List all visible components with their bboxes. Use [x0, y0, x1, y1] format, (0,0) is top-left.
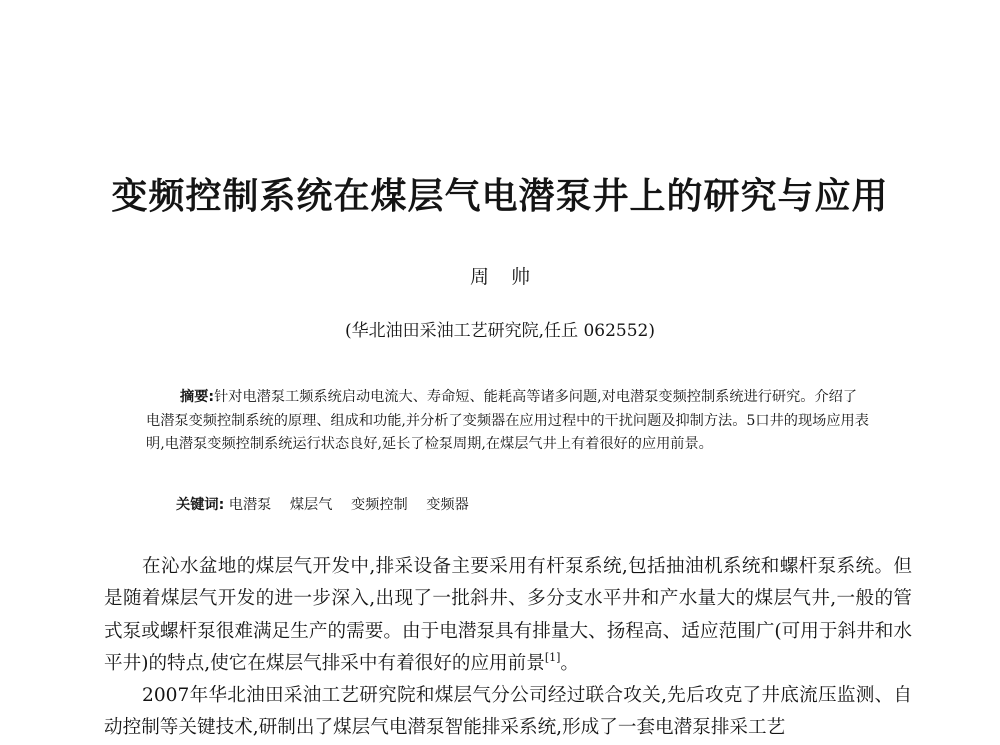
- keywords: [176, 494, 876, 514]
- abstract-text: 针对电潜泵工频系统启动电流大、寿命短、能耗高等诸多问题,对电潜泵变频控制系统进行研究。介绍了电潜泵变频控制系统的原理、组成和功能,并分析了变频器在应用过程中的干扰问题及抑制方法。5口井的现场应用表明,电潜泵变频控制系统运行状态良好,延长了检泵周期,在煤层气井上有着很好的应用前景。: [146, 389, 869, 452]
- body-paragraph: [104, 551, 912, 680]
- keyword: 变频控制: [350, 497, 408, 513]
- keyword: 变频器: [426, 497, 469, 513]
- abstract-label: 摘要:: [180, 389, 215, 405]
- keyword: 电潜泵: [228, 497, 272, 513]
- body-paragraph-1-text: 在沁水盆地的煤层气开发中,排采设备主要采用有杆泵系统,包括抽油机系统和螺杆泵系统。但是随着煤层气开发的进一步深入,出现了一批斜井、多分支水平井和产水量大的煤层气井,一般的管式泵或螺杆泵很难满足生产的需要。由于电潜泵具有排量大、扬程高、适应范围广(可用于斜井和水平井)的特点,使它在煤层气排采中有着很好的应用前景: [104, 556, 912, 674]
- keyword: 煤层气: [289, 497, 333, 513]
- body-paragraph: [104, 680, 912, 745]
- author-name: 周帅: [469, 266, 552, 288]
- body-paragraph-2-text: 2007年华北油田采油工艺研究院和煤层气分公司经过联合攻关,先后攻克了井底流压监测、自动控制等关键技术,研制出了煤层气电潜泵智能排采系统,形成了一套电潜泵排采工艺: [104, 685, 912, 739]
- keywords-label: 关键词:: [176, 497, 225, 513]
- abstract: [146, 386, 870, 457]
- body-paragraph-1-end: 。: [560, 652, 580, 674]
- body-text: [104, 551, 912, 745]
- author-affiliation: (华北油田采油工艺研究院,任丘 062552): [345, 321, 655, 341]
- paper-title: 变频控制系统在煤层气电潜泵井上的研究与应用: [111, 176, 889, 217]
- citation-ref: [1]: [544, 650, 561, 664]
